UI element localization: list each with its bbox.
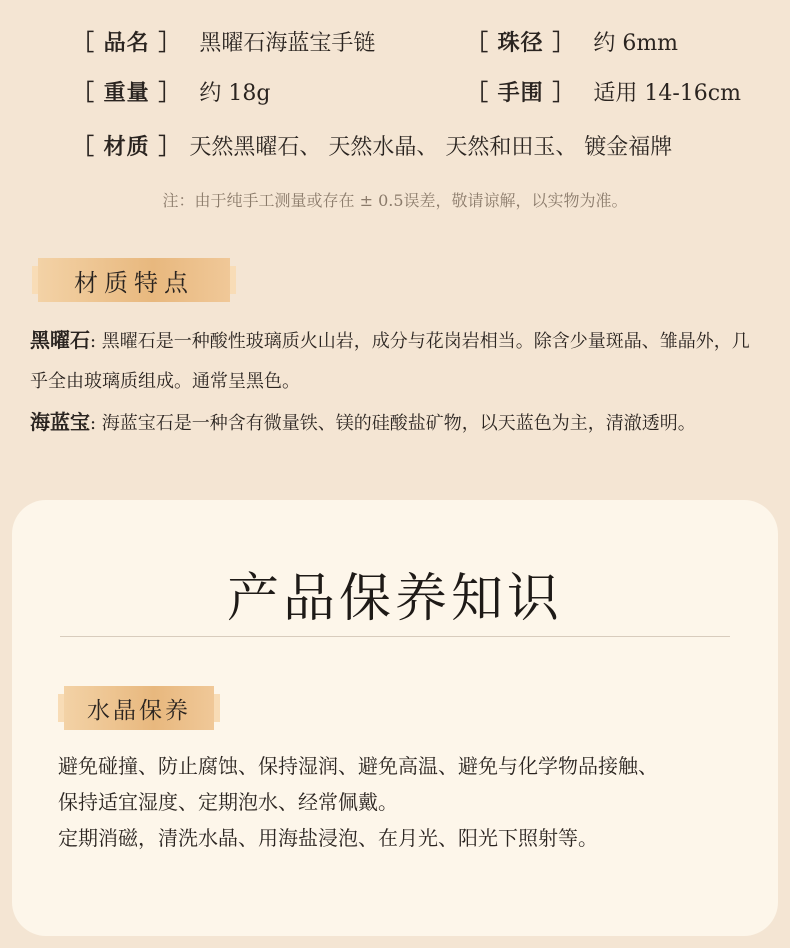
features-badge	[38, 258, 230, 302]
measurement-note: 注：由于纯手工测量或存在 ± 0.5误差，敬请谅解，以实物为准。	[162, 191, 628, 210]
spec-wrist-label: ［ 手围 ］	[466, 80, 576, 106]
features-title: 材质特点	[74, 268, 194, 297]
spec-weight	[72, 78, 270, 109]
aquamarine-paragraph	[30, 402, 760, 444]
obsidian-name: 黑曜石	[30, 328, 90, 352]
care-card	[12, 500, 778, 936]
spec-wrist	[466, 78, 741, 109]
aquamarine-name: 海蓝宝	[30, 410, 90, 434]
divider	[60, 636, 730, 637]
spec-diameter-label: ［ 珠径 ］	[466, 30, 576, 56]
care-title: 产品保养知识	[226, 569, 563, 629]
crystal-care-title: 水晶保养	[87, 697, 191, 724]
obsidian-paragraph	[30, 320, 760, 402]
care-line: 保持适宜湿度、定期泡水、经常佩戴。	[58, 790, 398, 814]
obsidian-text: : 黑曜石是一种酸性玻璃质火山岩，成分与花岗岩相当。除含少量斑晶、雏晶外，几乎全由玻璃质组成。通常呈黑色。	[30, 331, 750, 392]
aquamarine-text: : 海蓝宝石是一种含有微量铁、镁的硅酸盐矿物，以天蓝色为主，清澈透明。	[90, 413, 696, 434]
spec-name-label: ［ 品名 ］	[72, 30, 182, 56]
spec-name-value: 黑曜石海蓝宝手链	[199, 31, 376, 56]
crystal-care-badge	[64, 686, 214, 730]
spec-weight-value: 约 18g	[199, 81, 271, 106]
spec-material-value: 天然黑曜石、 天然水晶、 天然和田玉、 镀金福牌	[189, 135, 673, 160]
care-line: 避免碰撞、防止腐蚀、保持湿润、避免高温、避免与化学物品接触、	[58, 754, 658, 778]
spec-wrist-value: 适用 14-16cm	[593, 81, 741, 106]
spec-name	[72, 28, 375, 59]
care-text	[58, 748, 758, 856]
care-line: 定期消磁，清洗水晶、用海盐浸泡、在月光、阳光下照射等。	[58, 826, 598, 850]
spec-material	[72, 132, 672, 163]
spec-weight-label: ［ 重量 ］	[72, 80, 182, 106]
spec-material-label: ［ 材质 ］	[72, 134, 182, 160]
spec-diameter-value: 约 6mm	[593, 31, 679, 56]
spec-diameter	[466, 28, 678, 59]
